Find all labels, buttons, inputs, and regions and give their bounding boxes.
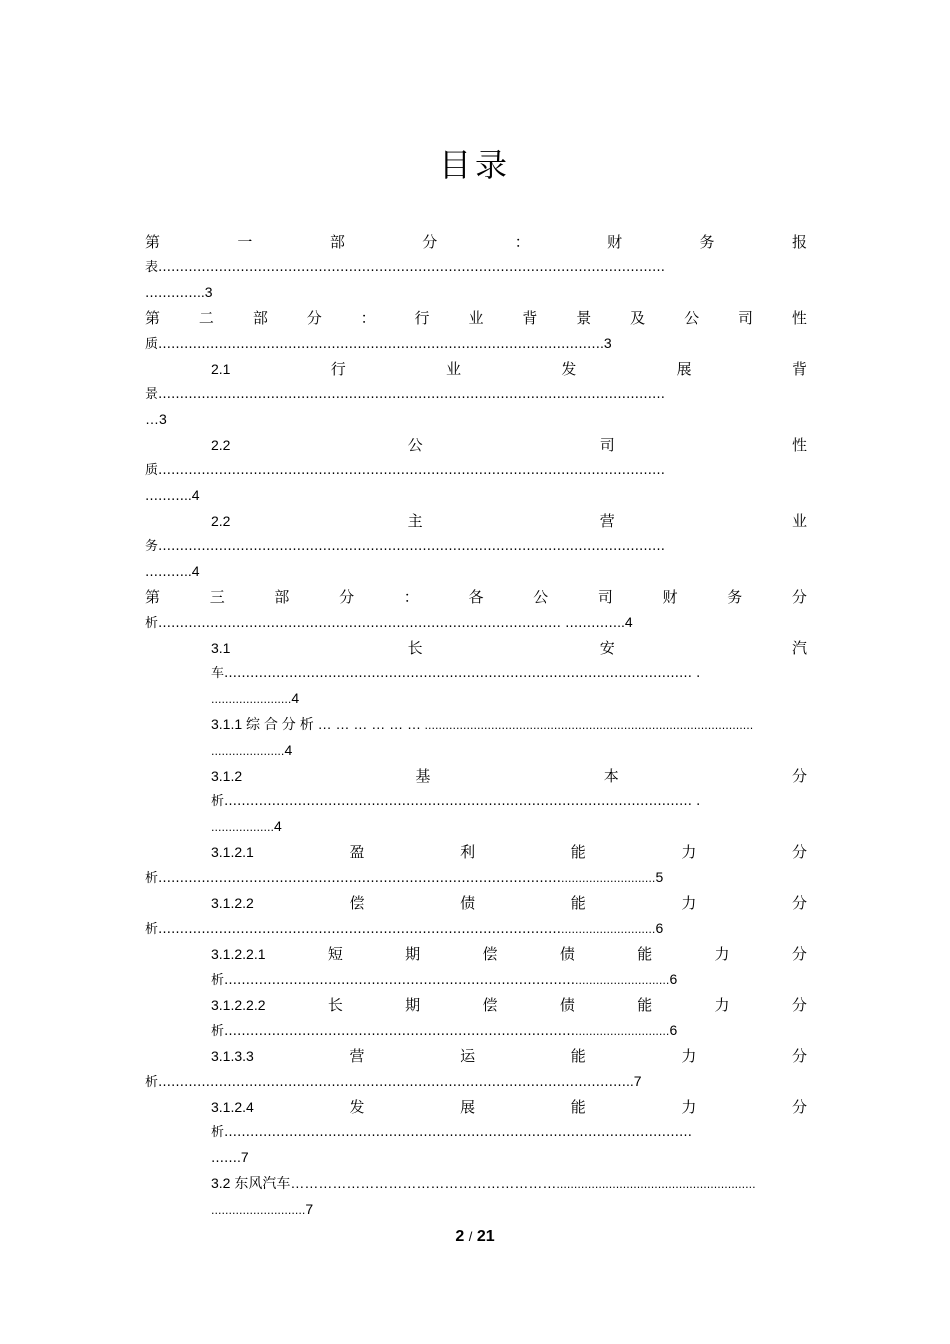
toc-heading: 3.1.2 基 本 分 <box>211 767 807 785</box>
toc-heading: 3.1.3.3 营 运 能 力 分 <box>211 1047 807 1065</box>
current-page: 2 <box>455 1228 465 1245</box>
toc-heading: 3.1.2.2.1 短 期 偿 债 能 力 分 <box>211 945 807 963</box>
toc-entry-continuation[interactable]: 务……………………………………………………………………………………………………… ………..4 <box>145 539 666 580</box>
page-number: .7 <box>237 1149 249 1165</box>
toc-entry[interactable] <box>145 509 807 534</box>
page-number: …3 <box>145 411 167 427</box>
table-of-contents <box>145 230 807 1223</box>
toc-entry[interactable]: 第 三 部 分 ： 各 公 司 财 务 分 析………………………………………………………………………………… …………..4 <box>145 585 807 636</box>
toc-heading: 3.1.2.4 发 展 能 力 分 <box>211 1098 807 1116</box>
page-number: ..7 <box>626 1073 642 1089</box>
toc-entry[interactable]: 3.1.2.4 发 展 能 力 分 析……………………………………………………………………………………………… …….7 <box>145 1095 807 1171</box>
toc-entry-continuation[interactable]: 质……………………………………………………………………………………………………… ………..4 <box>145 463 666 504</box>
toc-entry-continuation[interactable]: 景……………………………………………………………………………………………………… …3 <box>145 387 666 427</box>
toc-heading: 2.2 公 司 性 <box>211 436 807 454</box>
page-number: ..3 <box>197 284 213 300</box>
toc-entry[interactable]: 3.1.1 综 合 分 析 … … … … … … .............................................................................................. .....................4 <box>211 716 754 758</box>
toc-entry[interactable]: 3.1.2.2.2 长 期 偿 债 能 力 分 析………………………………………………………………………...........................6 <box>145 993 807 1044</box>
toc-entry[interactable]: 第 一 部 分 ： 财 务 报 表……………………………………………………………………………………………………… …………..3 <box>145 230 807 306</box>
toc-entry[interactable] <box>145 357 807 382</box>
toc-entry-continuation[interactable]: 析………………………………………………………………………………………………..7 <box>145 1073 642 1090</box>
toc-heading: 2.2 主 营 业 <box>211 512 807 530</box>
toc-entry[interactable] <box>145 1044 807 1069</box>
toc-entry[interactable] <box>145 891 807 916</box>
page-number: ..4 <box>184 487 200 503</box>
toc-heading: 2.1 行 业 发 展 背 <box>211 360 807 378</box>
toc-heading: 3.1.2.2.2 长 期 偿 债 能 力 分 <box>211 996 807 1014</box>
toc-entry-continuation[interactable]: 析…………………………………………………………………………………...........................6 <box>145 920 664 937</box>
page-number: 4 <box>291 690 300 706</box>
page-number: 6 <box>669 971 678 987</box>
toc-entry[interactable] <box>145 840 807 865</box>
toc-entry[interactable] <box>145 433 807 458</box>
toc-heading: 3.1.2.1 盈 利 能 力 分 <box>211 843 807 861</box>
total-pages: 21 <box>476 1228 495 1245</box>
page-number: 7 <box>305 1201 314 1217</box>
page-indicator <box>0 1228 950 1246</box>
page-number: 5 <box>655 869 664 885</box>
page-number: ..4 <box>184 563 200 579</box>
toc-entry[interactable]: 3.1.2.2.1 短 期 偿 债 能 力 分 析………………………………………………………………………...........................6 <box>145 942 807 993</box>
page-number: 4 <box>273 818 282 834</box>
toc-heading: 3.1 长 安 汽 <box>211 639 807 657</box>
toc-entry[interactable]: 3.2 东风汽车…………………………………………………......................................................... ...........................7 <box>211 1175 756 1217</box>
toc-heading: 第 三 部 分 ： 各 公 司 财 务 分 <box>145 588 807 606</box>
page-separator: / <box>468 1229 473 1244</box>
page-number: ..4 <box>617 614 633 630</box>
toc-heading: 3.1.2.2 偿 债 能 力 分 <box>211 894 807 912</box>
page-number: .3 <box>600 335 612 351</box>
toc-entry[interactable]: 3.1.2 基 本 分 析……………………………………………………………………………………………… . ..................4 <box>145 764 807 840</box>
page-number: 6 <box>655 920 664 936</box>
page-number: 4 <box>284 742 293 758</box>
page-title: 目录 <box>438 146 511 184</box>
page-number: 6 <box>669 1022 678 1038</box>
toc-heading: 第 二 部 分 ： 行 业 背 景 及 公 司 性 <box>145 309 807 327</box>
toc-entry[interactable]: 第 二 部 分 ： 行 业 背 景 及 公 司 性 质………………………………………………………………………………………….3 <box>145 306 807 357</box>
toc-entry-continuation[interactable]: 析…………………………………………………………………………………...........................5 <box>145 869 664 886</box>
toc-heading: 第 一 部 分 ： 财 务 报 <box>145 233 807 251</box>
toc-entry[interactable]: 3.1 长 安 汽 车……………………………………………………………………………………………… . .......................4 <box>145 636 807 712</box>
